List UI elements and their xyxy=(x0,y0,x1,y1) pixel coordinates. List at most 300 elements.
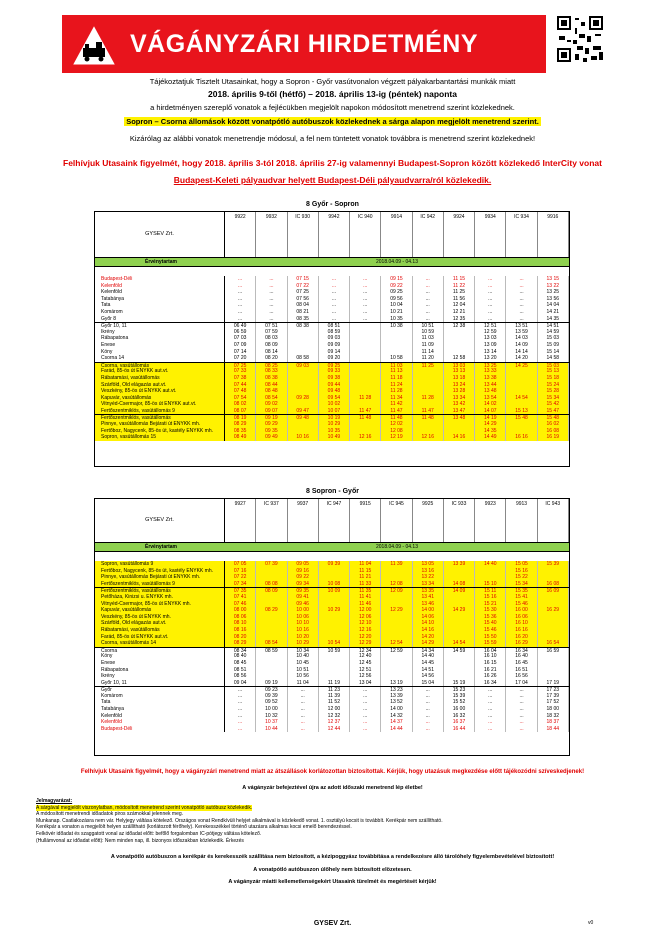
time-cell xyxy=(444,574,475,581)
time-cell: 10 51 xyxy=(288,667,319,674)
time-cell: 08 35 xyxy=(225,428,256,435)
time-cell xyxy=(319,660,350,667)
station-name: Vitnyéd-Csermajor, 85-ös út ÉNYKK mh. xyxy=(95,601,225,608)
time-cell: 09 33 xyxy=(319,368,350,375)
time-cell: 15 59 xyxy=(475,640,506,647)
time-cell xyxy=(288,401,319,408)
station-name: Rábapatona xyxy=(95,667,225,674)
station-name: Kóny xyxy=(95,653,225,660)
time-cell: 10 02 xyxy=(319,401,350,408)
time-cell xyxy=(319,627,350,634)
time-cell: 11 04 xyxy=(350,561,381,568)
station-name: Csorna, vasútállomás xyxy=(95,363,225,369)
time-cell: 06 59 xyxy=(225,329,256,336)
time-cell: 13 38 xyxy=(475,375,506,382)
time-cell: 14 40 xyxy=(413,653,444,660)
time-cell: 14 59 xyxy=(444,648,475,654)
time-cell: 13 22 xyxy=(413,574,444,581)
table2-validity: 2018.04.09 - 04.13 xyxy=(376,543,418,550)
table-row xyxy=(95,581,569,588)
time-cell: 12 51 xyxy=(350,667,381,674)
time-cell: ... xyxy=(475,309,506,316)
time-cell: 10 56 xyxy=(288,673,319,680)
time-cell: ... xyxy=(475,719,506,726)
time-cell xyxy=(538,574,569,581)
time-cell: 15 16 xyxy=(506,568,537,575)
table-row xyxy=(95,329,569,336)
time-cell: ... xyxy=(475,316,506,323)
time-cell: ... xyxy=(350,719,381,726)
time-cell xyxy=(256,594,287,601)
time-cell: 11 21 xyxy=(350,574,381,581)
time-cell: 09 41 xyxy=(288,594,319,601)
train-number: 9914 xyxy=(381,212,412,257)
time-cell: ... xyxy=(413,726,444,733)
time-cell: 15 34 xyxy=(538,395,569,402)
time-cell: 10 09 xyxy=(319,588,350,594)
time-cell xyxy=(538,653,569,660)
time-cell: 11 35 xyxy=(350,588,381,594)
time-cell xyxy=(256,614,287,621)
train-number: IC 942 xyxy=(413,212,444,257)
time-cell xyxy=(506,375,537,382)
time-cell: 11 22 xyxy=(444,283,475,290)
time-cell: ... xyxy=(319,309,350,316)
time-cell: ... xyxy=(413,687,444,693)
time-cell: 16 20 xyxy=(506,634,537,641)
time-cell: 10 19 xyxy=(319,415,350,421)
ic-notice-line-2: Budapest-Keleti pályaudvar helyett Budapest-Déli pályaudvarra/ról közlekedik. xyxy=(173,175,492,185)
time-cell: 11 03 xyxy=(413,335,444,342)
table-row xyxy=(95,349,569,356)
legend-line-5: Felkövér időadat és szaggatott vonal az időadat előtt: befőlő forgalomban IC-pótjegy váltása kötelező. xyxy=(36,830,262,837)
time-cell: 15 42 xyxy=(538,401,569,408)
time-cell: ... xyxy=(225,296,256,303)
time-cell xyxy=(288,368,319,375)
time-cell: ... xyxy=(350,726,381,733)
time-cell: 16 16 xyxy=(506,434,537,441)
time-cell: 10 59 xyxy=(413,329,444,336)
time-cell: 07 46 xyxy=(225,601,256,608)
time-cell: 06 49 xyxy=(225,323,256,329)
time-cell: 11 33 xyxy=(350,581,381,588)
table-row xyxy=(95,421,569,428)
time-cell: 12 32 xyxy=(319,713,350,720)
time-cell: 12 00 xyxy=(319,706,350,713)
time-cell: 16 37 xyxy=(444,719,475,726)
time-cell: 13 03 xyxy=(444,363,475,369)
table-row xyxy=(95,428,569,435)
time-cell xyxy=(444,342,475,349)
time-cell: 09 16 xyxy=(288,568,319,575)
time-cell: ... xyxy=(350,699,381,706)
time-cell xyxy=(538,673,569,680)
time-cell: 16 45 xyxy=(506,660,537,667)
time-cell: 12 04 xyxy=(444,302,475,309)
time-cell: 08 29 xyxy=(225,640,256,647)
time-cell xyxy=(256,634,287,641)
train-number: 9915 xyxy=(350,499,381,542)
time-cell: 11 46 xyxy=(350,601,381,608)
time-cell xyxy=(288,342,319,349)
time-cell: 10 21 xyxy=(381,309,412,316)
time-cell xyxy=(288,349,319,356)
station-name: Győr xyxy=(95,687,225,693)
time-cell: ... xyxy=(506,289,537,296)
time-cell xyxy=(256,620,287,627)
station-name: Tata xyxy=(95,699,225,706)
time-cell: 13 54 xyxy=(475,395,506,402)
time-cell xyxy=(381,574,412,581)
time-cell: 07 44 xyxy=(225,382,256,389)
time-cell: 14 29 xyxy=(413,640,444,647)
time-cell: 13 39 xyxy=(444,561,475,568)
time-cell: 07 41 xyxy=(225,594,256,601)
time-cell: 17 19 xyxy=(538,680,569,687)
time-cell: 10 37 xyxy=(256,719,287,726)
station-name: Enese xyxy=(95,342,225,349)
table-row xyxy=(95,601,569,608)
table-row xyxy=(95,653,569,660)
time-cell: 13 22 xyxy=(538,283,569,290)
table-row xyxy=(95,686,569,693)
time-cell: 14 10 xyxy=(413,620,444,627)
time-cell xyxy=(256,627,287,634)
time-cell: 15 52 xyxy=(444,699,475,706)
time-cell: 14 00 xyxy=(413,607,444,614)
time-cell xyxy=(413,375,444,382)
time-cell xyxy=(381,335,412,342)
footer-line-2: A vonatpótló autóbuszon úlőhely nem biztosított elözetesen. xyxy=(253,867,412,873)
time-cell: ... xyxy=(475,276,506,283)
train-number: 9932 xyxy=(256,212,287,257)
time-cell xyxy=(381,601,412,608)
time-cell: 10 00 xyxy=(256,706,287,713)
time-cell xyxy=(506,401,537,408)
time-cell: 08 20 xyxy=(256,355,287,362)
station-name: Komárom xyxy=(95,693,225,700)
time-cell: 11 39 xyxy=(381,561,412,568)
time-cell: ... xyxy=(475,687,506,693)
time-cell: 11 23 xyxy=(319,687,350,693)
time-cell: 13 28 xyxy=(444,388,475,395)
time-cell: 12 34 xyxy=(350,648,381,654)
time-cell xyxy=(288,421,319,428)
time-cell: 10 20 xyxy=(288,634,319,641)
time-cell: 11 20 xyxy=(413,355,444,362)
time-cell xyxy=(413,421,444,428)
time-cell xyxy=(350,342,381,349)
time-cell: 11 15 xyxy=(444,276,475,283)
table2-operator: GYSEV Zrt. xyxy=(95,499,225,542)
table-row xyxy=(95,667,569,674)
legend-line-4: Kerékpár a vonaton a megjelölt helyen szállítható (korlátozott férőhely). Kerekesszékkel történő utazásra alkalmas kocsi emelő berendezéssel. xyxy=(36,824,352,831)
time-cell xyxy=(444,660,475,667)
time-cell: 17 39 xyxy=(538,693,569,700)
train-number: IC 945 xyxy=(381,499,412,542)
time-cell: 15 11 xyxy=(475,588,506,594)
time-cell: 11 52 xyxy=(319,699,350,706)
time-cell: 08 49 xyxy=(225,434,256,441)
time-cell: ... xyxy=(506,713,537,720)
title-banner xyxy=(62,15,546,73)
footer-line-1: A vonatpótló autóbuszon a kerékpár és kerekesszék szállítása nem biztosított, a kézipoggyász továbbítása a rendelkezésre álló tárolóhely figyelembevételével biztosított! xyxy=(110,854,555,860)
qr-code-icon xyxy=(555,14,605,64)
time-cell xyxy=(350,349,381,356)
table-row xyxy=(95,368,569,375)
table-row xyxy=(95,620,569,627)
time-cell: ... xyxy=(225,719,256,726)
time-cell: 13 48 xyxy=(475,388,506,395)
time-cell: ... xyxy=(413,309,444,316)
time-cell: 12 16 xyxy=(350,434,381,441)
time-cell: 14 51 xyxy=(413,667,444,674)
time-cell: 14 32 xyxy=(381,713,412,720)
time-cell: 14 04 xyxy=(538,302,569,309)
time-cell: 07 25 xyxy=(225,363,256,369)
train-number: 9934 xyxy=(475,212,506,257)
time-cell: 10 35 xyxy=(381,316,412,323)
station-name: Rábatamási, vasútállomás xyxy=(95,375,225,382)
time-cell xyxy=(444,428,475,435)
time-cell: 08 06 xyxy=(225,614,256,621)
time-cell: 07 20 xyxy=(225,355,256,362)
time-cell: 15 21 xyxy=(475,601,506,608)
time-cell: 15 10 xyxy=(475,581,506,588)
time-cell: ... xyxy=(350,687,381,693)
time-cell xyxy=(288,329,319,336)
time-cell xyxy=(256,568,287,575)
time-cell xyxy=(444,601,475,608)
time-cell: 09 22 xyxy=(381,283,412,290)
time-cell: 08 09 xyxy=(256,588,287,594)
time-cell: 09 19 xyxy=(256,415,287,421)
time-cell: 12 51 xyxy=(475,323,506,329)
time-cell: 13 24 xyxy=(444,382,475,389)
time-cell: 13 20 xyxy=(475,355,506,362)
time-cell xyxy=(444,329,475,336)
station-name: Farád, 85-ös út ÉNYKK aut.vt. xyxy=(95,634,225,641)
time-cell: ... xyxy=(506,719,537,726)
time-cell: 14 09 xyxy=(506,342,537,349)
time-cell: 08 14 xyxy=(256,349,287,356)
time-cell: 08 07 xyxy=(225,408,256,415)
train-number: 9925 xyxy=(413,499,444,542)
table-row xyxy=(95,680,569,687)
table-row xyxy=(95,283,569,290)
time-cell: 16 08 xyxy=(538,428,569,435)
time-cell: 08 51 xyxy=(225,667,256,674)
time-cell: 10 35 xyxy=(319,428,350,435)
time-cell xyxy=(350,335,381,342)
time-cell: 14 25 xyxy=(506,363,537,369)
table-row xyxy=(95,289,569,296)
time-cell: 09 22 xyxy=(288,574,319,581)
time-cell: 09 20 xyxy=(319,355,350,362)
time-cell: 07 38 xyxy=(225,375,256,382)
time-cell: 14 29 xyxy=(444,607,475,614)
time-cell: 15 34 xyxy=(506,581,537,588)
time-cell: 13 59 xyxy=(506,329,537,336)
time-cell: 08 29 xyxy=(256,607,287,614)
time-cell: 16 10 xyxy=(506,620,537,627)
time-cell: ... xyxy=(319,283,350,290)
time-cell: 14 35 xyxy=(538,316,569,323)
time-cell: 12 10 xyxy=(350,620,381,627)
time-cell xyxy=(444,594,475,601)
time-cell: 15 46 xyxy=(506,601,537,608)
time-cell: 09 25 xyxy=(319,363,350,369)
time-cell: ... xyxy=(288,719,319,726)
time-cell: 13 09 xyxy=(475,342,506,349)
time-cell xyxy=(319,634,350,641)
time-cell: ... xyxy=(413,699,444,706)
time-cell xyxy=(350,428,381,435)
time-cell: ... xyxy=(475,699,506,706)
time-cell: 10 29 xyxy=(319,421,350,428)
time-cell: ... xyxy=(506,699,537,706)
legend-line-1: A sárgával megjelölt viszonylatban, módosított menetrend szerint vonatpótló autóbusz közlekedik. xyxy=(36,804,253,811)
time-cell: 08 40 xyxy=(225,653,256,660)
time-cell: 10 29 xyxy=(288,640,319,647)
table-row xyxy=(95,382,569,389)
table-row xyxy=(95,375,569,382)
time-cell: 09 02 xyxy=(256,401,287,408)
time-cell: 13 48 xyxy=(444,415,475,421)
time-cell: 11 15 xyxy=(350,568,381,575)
time-cell: ... xyxy=(413,706,444,713)
time-cell: 11 19 xyxy=(319,680,350,687)
time-cell: 08 54 xyxy=(256,395,287,402)
time-cell xyxy=(256,673,287,680)
time-cell xyxy=(444,667,475,674)
time-cell: 12 37 xyxy=(319,719,350,726)
time-cell: 13 47 xyxy=(444,408,475,415)
time-cell xyxy=(381,660,412,667)
time-cell: 11 24 xyxy=(381,382,412,389)
time-cell xyxy=(444,335,475,342)
station-name: Tata xyxy=(95,302,225,309)
time-cell: 08 38 xyxy=(256,375,287,382)
train-number: 9937 xyxy=(288,499,319,542)
time-cell: ... xyxy=(225,693,256,700)
time-cell: 14 54 xyxy=(444,640,475,647)
station-name: Csorna, vasútállomás 14 xyxy=(95,640,225,647)
time-cell: 11 48 xyxy=(381,415,412,421)
transfer-notice: Felhívjuk Utasaink figyelmét, hogy a vágányzári menetrend miatt az átszállások korlátozottan biztosítottak. Kérjük, hogy utazásuk megkezdése előtt tájékozódni szíveskedjenek! xyxy=(80,769,585,775)
station-name: Ikrény xyxy=(95,673,225,680)
time-cell: 08 21 xyxy=(288,309,319,316)
time-cell: 15 03 xyxy=(538,363,569,369)
time-cell: 16 16 xyxy=(506,627,537,634)
time-cell: 14 16 xyxy=(444,434,475,441)
time-cell: 09 46 xyxy=(288,601,319,608)
time-cell: 16 00 xyxy=(444,706,475,713)
time-cell: 07 03 xyxy=(225,335,256,342)
time-cell: 08 29 xyxy=(225,421,256,428)
station-name: Kelenföld xyxy=(95,719,225,726)
time-cell: 13 44 xyxy=(475,382,506,389)
time-cell: 14 21 xyxy=(538,309,569,316)
time-cell xyxy=(475,568,506,575)
table-row xyxy=(95,296,569,303)
time-cell xyxy=(350,355,381,362)
time-cell: 18 32 xyxy=(538,713,569,720)
train-number: 9913 xyxy=(506,499,537,542)
time-cell: 15 14 xyxy=(538,349,569,356)
time-cell: 13 56 xyxy=(538,296,569,303)
time-cell: 12 29 xyxy=(350,640,381,647)
station-name: Veszkény, 85-ös út ÉNYKK mh. xyxy=(95,614,225,621)
time-cell: 15 50 xyxy=(475,634,506,641)
time-cell: 16 56 xyxy=(506,673,537,680)
time-cell: 13 51 xyxy=(506,323,537,329)
time-cell: 07 25 xyxy=(288,289,319,296)
time-cell: 15 40 xyxy=(475,620,506,627)
time-cell: ... xyxy=(288,693,319,700)
time-cell: 15 05 xyxy=(506,561,537,568)
table-row xyxy=(95,322,569,329)
table-row xyxy=(95,276,569,283)
time-cell xyxy=(319,568,350,575)
station-name: Vitnyéd-Csermajor, 85-ös út ÉNYKK aut.vt. xyxy=(95,401,225,408)
time-cell: 15 03 xyxy=(538,335,569,342)
time-cell: 07 56 xyxy=(288,296,319,303)
time-cell: 09 28 xyxy=(288,395,319,402)
station-name: Kelenföld xyxy=(95,713,225,720)
time-cell: 14 54 xyxy=(506,395,537,402)
time-cell: ... xyxy=(413,693,444,700)
time-cell: 12 02 xyxy=(381,421,412,428)
time-cell: 16 00 xyxy=(506,607,537,614)
station-name: Budapest-Déli xyxy=(95,726,225,733)
intro-dates: 2018. április 9-től (hétfő) – 2018. április 13-ig (péntek) naponta xyxy=(208,89,457,99)
station-name: Csorna 14 xyxy=(95,355,225,362)
table2-validity-label: Érvénytartam xyxy=(145,543,177,550)
table-row xyxy=(95,335,569,342)
time-cell: 12 09 xyxy=(381,588,412,594)
table-row xyxy=(95,362,569,369)
time-cell: 07 05 xyxy=(225,561,256,568)
time-cell: ... xyxy=(506,693,537,700)
time-cell: 12 59 xyxy=(381,648,412,654)
time-cell: 13 18 xyxy=(444,375,475,382)
time-cell: 09 05 xyxy=(288,561,319,568)
time-cell: ... xyxy=(288,726,319,733)
timetable-sopron-gyor xyxy=(94,498,570,756)
footer-operator: GYSEV Zrt. xyxy=(313,920,352,927)
legend-line-2: A módosított menetrendi időadatok piros számokkal jelennek meg. xyxy=(36,811,184,818)
time-cell: 12 35 xyxy=(444,316,475,323)
time-cell: 14 09 xyxy=(444,588,475,594)
time-cell: 11 39 xyxy=(319,693,350,700)
time-cell: 14 56 xyxy=(413,673,444,680)
time-cell: 15 48 xyxy=(506,415,537,421)
train-number: 9942 xyxy=(319,212,350,257)
time-cell: 18 37 xyxy=(538,719,569,726)
time-cell xyxy=(413,428,444,435)
time-cell: 16 06 xyxy=(506,614,537,621)
time-cell: 12 16 xyxy=(350,627,381,634)
time-cell xyxy=(538,614,569,621)
train-number: 9924 xyxy=(444,212,475,257)
time-cell: 16 26 xyxy=(475,673,506,680)
time-cell: 12 45 xyxy=(350,660,381,667)
time-cell: ... xyxy=(350,316,381,323)
station-name: Farád, 85-ös út ÉNYKK aut.vt. xyxy=(95,368,225,375)
time-cell: 08 54 xyxy=(256,640,287,647)
time-cell: 14 14 xyxy=(506,349,537,356)
